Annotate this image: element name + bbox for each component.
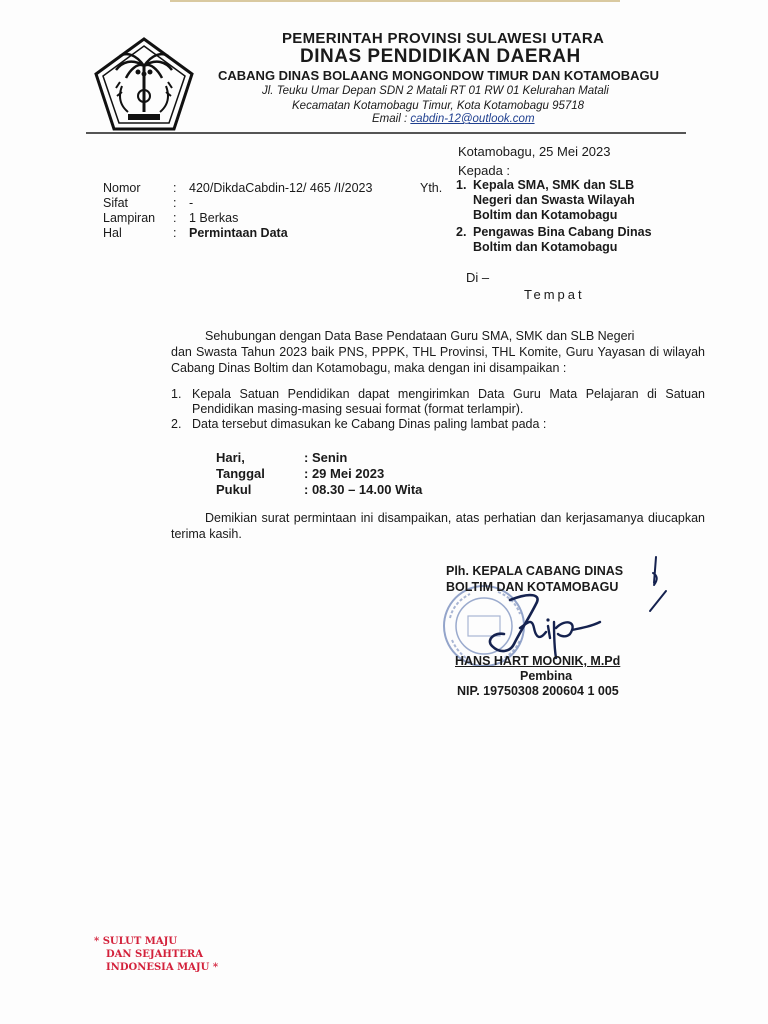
meta-label: Nomor [103,181,141,195]
schedule-label: Pukul [216,482,252,497]
deadline-schedule [216,450,422,498]
meta-sep: : [173,181,177,195]
recipient-number: 1. [456,178,467,192]
recipient-item [456,178,652,223]
meta-value: 420/DikdaCabdin-12/ 465 /I/2023 [189,181,373,195]
tempat-label: Tempat [524,287,585,302]
schedule-value: : 29 Mei 2023 [304,466,385,481]
signatory-nip: NIP. 19750308 200604 1 005 [457,684,619,698]
letter-date: Kotamobagu, 25 Mei 2023 [458,144,611,159]
slogan-line-3: INDONESIA MAJU * [106,962,219,973]
list-text: Kepala Satuan Pendidikan dapat mengirimkan Data Guru Mata Pelajaran di Satuan Pendidikan masing-masing sesuai format (format terlampir). [192,387,705,416]
schedule-value: : 08.30 – 14.00 Wita [304,482,423,497]
signatory-rank: Pembina [520,669,573,683]
recipient-item [456,225,652,255]
meta-sep: : [173,196,177,210]
slogan-line-1: * SULUT MAJU [94,936,178,947]
email-line [372,113,535,125]
closing-paragraph: Demikian surat permintaan ini disampaikan, atas perhatian dan kerjasamanya diucapkan terima kasih. [171,511,705,541]
schedule-row [216,466,422,482]
meta-label: Lampiran [103,211,156,225]
meta-label: Hal [103,226,122,240]
branch-name: CABANG DINAS BOLAANG MONGONDOW TIMUR DAN KOTAMOBAGU [218,68,660,83]
meta-row [103,181,372,196]
top-edge-line [170,0,620,2]
pen-mark-icon [640,555,670,615]
email-link[interactable]: cabdin-12@outlook.com [410,113,535,125]
signatory-title-line-2: BOLTIM DAN KOTAMOBAGU [446,580,619,594]
signatory-title-line-1: Plh. KEPALA CABANG DINAS [446,564,624,578]
list-number: 2. [171,417,182,431]
body-paragraph-first-line: Sehubungan dengan Data Base Pendataan Guru SMA, SMK dan SLB Negeri [205,329,635,343]
recipient-line: Negeri dan Swasta Wilayah [473,193,635,207]
schedule-row [216,450,422,466]
body-paragraph-rest: dan Swasta Tahun 2023 baik PNS, PPPK, THL Provinsi, THL Komite, Guru Yayasan di wilayah Cabang Dinas Boltim dan Kotamobagu, maka dengan ini disampaikan : [171,345,705,375]
government-name: PEMERINTAH PROVINSI SULAWESI UTARA [282,30,605,47]
di-label: Di – [466,270,490,285]
email-label: Email : [372,113,411,125]
list-text: Data tersebut dimasukan ke Cabang Dinas paling lambat pada : [192,417,547,431]
meta-value: - [189,196,194,210]
meta-row [103,226,372,241]
kepada-label: Kepada : [458,163,511,178]
schedule-label: Tanggal [216,466,265,481]
meta-value: 1 Berkas [189,211,239,225]
schedule-label: Hari, [216,450,245,465]
address-line-1: Jl. Teuku Umar Depan SDN 2 Matali RT 01 RW 01 Kelurahan Matali [262,85,609,97]
meta-row [103,211,372,226]
provincial-emblem-icon [92,36,196,132]
meta-sep: : [173,211,177,225]
slogan [94,935,218,974]
meta-value: Permintaan Data [189,226,288,240]
agency-name: DINAS PENDIDIKAN DAERAH [300,46,581,67]
schedule-value: : Senin [304,450,348,465]
recipient-line: Boltim dan Kotamobagu [473,208,618,222]
list-item [171,387,705,417]
recipient-list [456,178,652,257]
points-list [171,387,705,432]
schedule-row [216,482,422,498]
yth-label: Yth. [420,181,443,195]
meta-label: Sifat [103,196,129,210]
slogan-line-2: DAN SEJAHTERA [106,949,203,960]
meta-row [103,196,372,211]
list-number: 1. [171,387,182,401]
recipient-number: 2. [456,225,467,239]
header-rule [86,132,686,134]
recipient-line: Boltim dan Kotamobagu [473,240,618,254]
list-item [171,417,705,432]
signatory-name: HANS HART MOONIK, M.Pd [455,654,621,668]
letter-meta [103,181,372,241]
address-line-2: Kecamatan Kotamobagu Timur, Kota Kotamobagu 95718 [292,100,585,112]
meta-sep: : [173,226,177,240]
recipient-line: Kepala SMA, SMK dan SLB [473,178,635,192]
recipient-line: Pengawas Bina Cabang Dinas [473,225,652,239]
